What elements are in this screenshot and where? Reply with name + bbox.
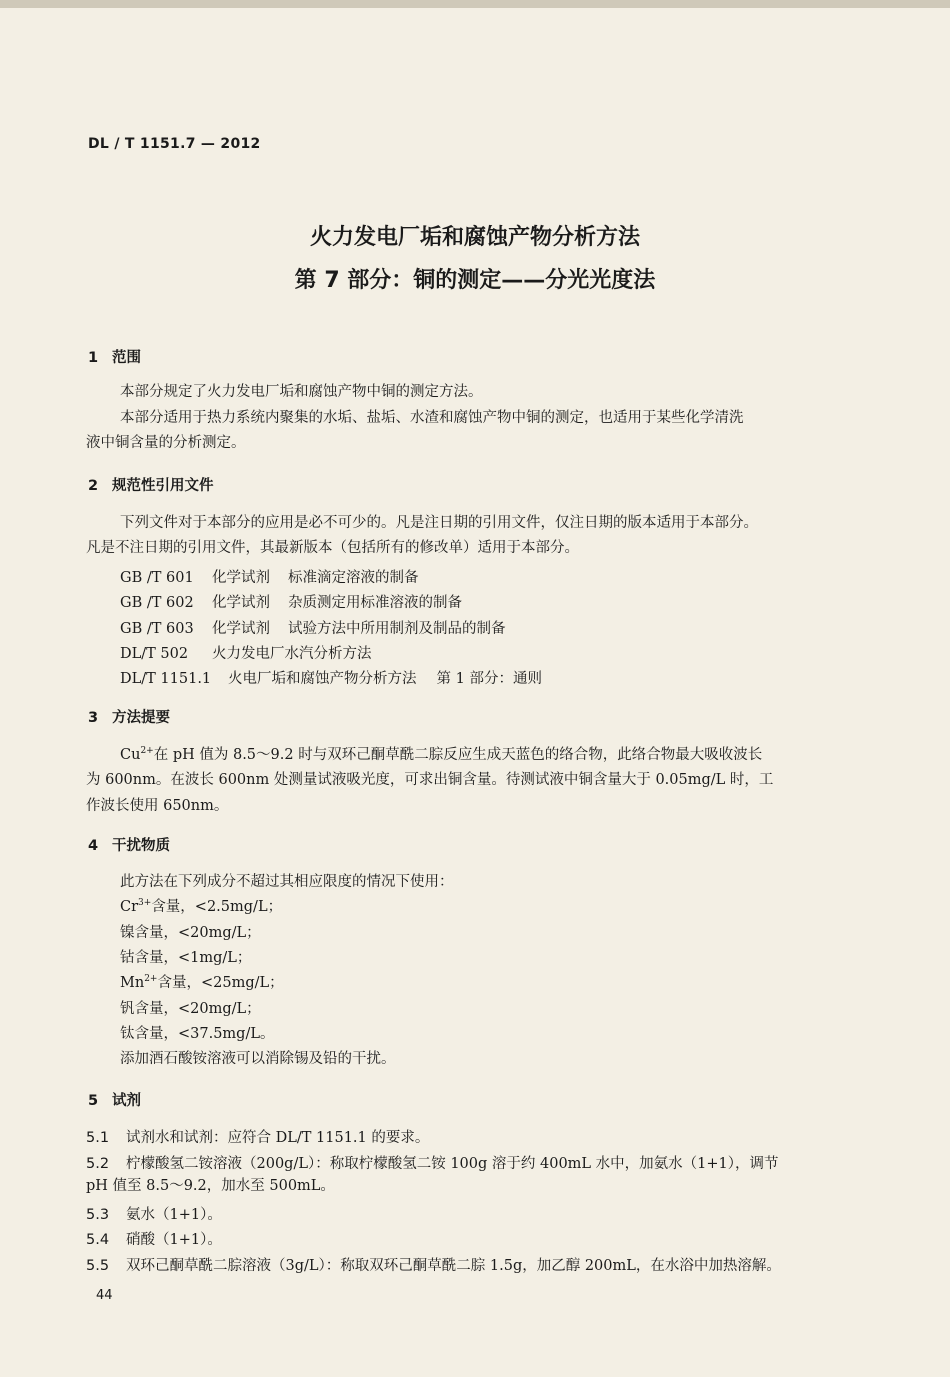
section-1-para-1: 本部分规定了火力发电厂垢和腐蚀产物中铜的测定方法。 [120,384,483,400]
reference-item: GB /T 602 化学试剂 杂质测定用标准溶液的制备 [120,595,462,611]
reference-item: GB /T 601 化学试剂 标准滴定溶液的制备 [120,570,419,586]
section-2-para-1-cont: 凡是不注日期的引用文件，其最新版本（包括所有的修改单）适用于本部分。 [86,540,579,556]
reference-item: DL/T 502 火力发电厂水汽分析方法 [120,646,372,662]
reference-item: GB /T 603 化学试剂 试验方法中所用制剂及制品的制备 [120,621,506,637]
section-5-heading: 5 试剂 [88,1093,141,1109]
section-4-heading: 4 干扰物质 [88,838,170,854]
section-4-note: 添加酒石酸铵溶液可以消除锡及铅的干扰。 [120,1051,396,1067]
section-1-heading: 1 范围 [88,350,141,366]
section-1-para-2: 本部分适用于热力系统内聚集的水垢、盐垢、水渣和腐蚀产物中铜的测定，也适用于某些化学清洗 [120,410,744,426]
reagent-item-cont: pH 值至 8.5～9.2，加水至 500mL。 [86,1178,335,1194]
section-3-heading: 3 方法提要 [88,710,170,726]
section-3-line-3: 作波长使用 650nm。 [86,798,229,814]
interference-item: 钛含量，<37.5mg/L。 [120,1026,275,1042]
section-4-intro: 此方法在下列成分不超过其相应限度的情况下使用： [120,874,454,890]
interference-item: 钴含量，<1mg/L； [120,950,252,966]
interference-item: 钒含量，<20mg/L； [120,1001,261,1017]
interference-item: $Cr^{3+}$含量，<2.5mg/L； [120,898,283,915]
reagent-item: 5.1 试剂水和试剂：应符合 DL/T 1151.1 的要求。 [86,1130,430,1146]
standard-code: DL / T 1151.7 — 2012 [88,136,261,152]
section-3-line-1: $Cu^{2+}$在 pH 值为 8.5～9.2 时与双环己酮草酰二腙反应生成天蓝色的络合物，此络合物最大吸收波长 [120,746,763,763]
interference-item: 镍含量，<20mg/L； [120,925,261,941]
section-2-heading: 2 规范性引用文件 [88,478,214,494]
reagent-item: 5.3 氨水（1+1）。 [86,1207,222,1223]
section-3-line-2: 为 600nm。在波长 600nm 处测量试液吸光度，可求出铜含量。待测试液中铜含量大于 0.05mg/L 时，工 [86,772,774,788]
page-number: 44 [96,1288,113,1303]
reference-item: DL/T 1151.1 火电厂垢和腐蚀产物分析方法 第 1 部分：通则 [120,671,542,687]
reagent-item: 5.2 柠檬酸氢二铵溶液（200g/L）：称取柠檬酸氢二铵 100g 溶于约 400mL 水中，加氨水（1+1），调节 [86,1156,779,1172]
document-title-line2: 第 7 部分：铜的测定——分光光度法 [294,268,656,293]
reagent-item: 5.5 双环己酮草酰二腙溶液（3g/L）：称取双环己酮草酰二腙 1.5g，加乙醇 200mL，在水浴中加热溶解。 [86,1258,781,1274]
interference-item: $Mn^{2+}$含量，<25mg/L； [120,974,284,991]
reagent-item: 5.4 硝酸（1+1）。 [86,1232,222,1248]
scan-top-edge [0,0,950,8]
section-1-para-2-cont: 液中铜含量的分析测定。 [86,435,246,451]
section-2-para-1: 下列文件对于本部分的应用是必不可少的。凡是注日期的引用文件，仅注日期的版本适用于本部分。 [120,515,758,531]
document-title-line1: 火力发电厂垢和腐蚀产物分析方法 [309,225,640,250]
